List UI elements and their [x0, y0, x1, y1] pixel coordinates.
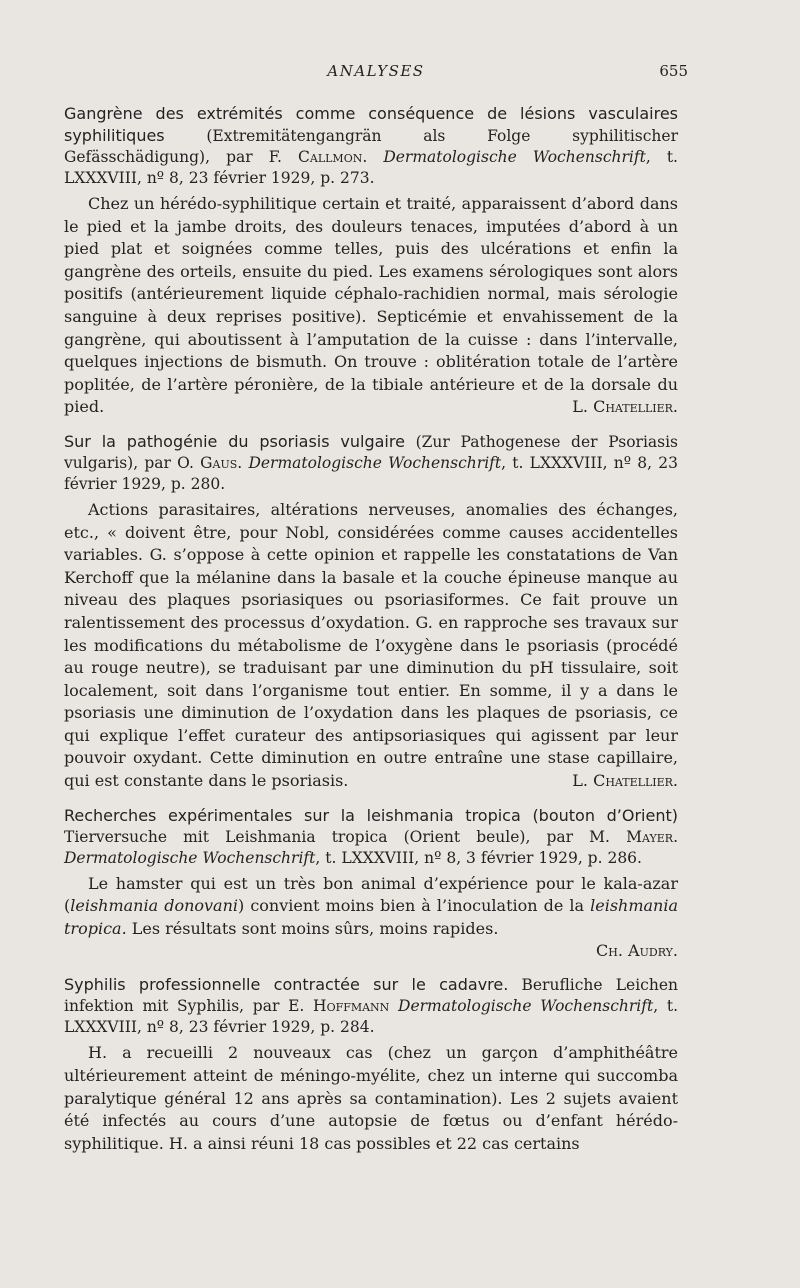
article-title: Recherches expérimentales sur la leishmania tropica (bouton d’Orient) — [64, 805, 678, 825]
article-citation: Sur la pathogénie du psoriasis vulgaire (Zur Pathogenese der Psoriasis vulgaris), par O. Gaus. Dermatologische Wochenschrift, t. LXXXVIII, nº 8, 23 février 1929, p. 280. — [64, 431, 679, 493]
article-citation — [64, 974, 678, 1038]
article-body — [64, 873, 678, 941]
body-text: Le hamster qui est un très bon animal d’expérience pour le kala-azar ( — [64, 873, 678, 916]
citation-tail: , t. LXXXVIII, nº 8, 3 février 1929, p. 286. — [315, 848, 642, 867]
citation-journal: Dermatologische Wochenschrift — [383, 148, 646, 166]
article-title: Sur la pathogénie du psoriasis vulgaire — [64, 431, 405, 451]
citation-author: Gaus — [200, 453, 238, 472]
article-title: Gangrène des extrémités comme conséquence de lésions vasculaires syphilitiques — [64, 104, 678, 145]
citation-author: Hoffmann — [313, 997, 390, 1016]
citation-author: Callmon — [298, 148, 363, 166]
body-text: ) convient moins bien à l’inoculation de la — [238, 896, 591, 916]
body-italic: leishmania donovani — [70, 896, 239, 916]
citation-text: Tierversuche mit Leishmania tropica (Orient beule), par M. — [64, 827, 627, 846]
body-text: H. a recueilli 2 nouveaux cas (chez un garçon d’amphithéâtre ultérieurement atteint de méningo-myélite, chez un interne qui succomba paralytique général 12 ans après sa contamination). Les 2 sujets avaient été infectés au cours d’une autopsie de fœtus ou d’enfant hérédo-syphilitique. H. a ainsi réuni 18 cas possibles et 22 cas certains — [64, 1043, 678, 1153]
citation-journal: Dermatologische Wochenschrift — [248, 453, 502, 472]
citation-author: Mayer — [626, 827, 674, 846]
citation-journal: Dermatologische Wochenschrift — [64, 848, 316, 867]
citation-text: (Zur Pathogenese der Psoriasis vulgaris), par O. — [64, 432, 679, 472]
article-citation: Recherches expérimentales sur la leishmania tropica (bouton d’Orient) Tierversuche mit Leishmania tropica (Orient beule), par M. Mayer. Dermatologische Wochenschrift, t. LXXXVIII, nº 8, 3 février 1929, p. 286. — [64, 805, 678, 867]
article-title: Syphilis professionnelle contractée sur le cadavre. — [64, 975, 509, 995]
article-signature: L. Chatellier. — [572, 397, 678, 417]
citation-journal: Dermatologische Wochenschrift — [398, 997, 654, 1016]
body-text: Actions parasitaires, altérations nerveuses, anomalies des échanges, etc., « doivent être, pour Nobl, considérées comme causes accidentelles variables. G. s’oppose à cette opinion et rappelle les constatations de Van Kerchoff que la mélanine dans la basale et la couche épineuse manque au niveau des plaques psoriasiques ou psoriasiformes. Ce fait prouve un ralentissement des processus d’oxydation. G. en rapproche ses travaux sur les modifications du métabolisme de l’oxygène dans le psoriasis (procédé au rouge neutre), se traduisant par une diminution du pH tissulaire, soit localement, soit dans l’organisme tout entier. En somme, il y a dans le psoriasis une diminution de l’oxydation dans les plaques de psoriasis, ce qui explique l’effet curateur des antipsoriasiques qui agissent par leur pouvoir oxydant. Cette diminution en outre entraîne une stase capillaire, qui est constante dans le psoriasis. — [64, 499, 678, 791]
article-psoriasis — [64, 431, 678, 793]
citation-tail: , t. LXXXVIII, nº 8, 23 février 1929, p. 284. — [64, 997, 678, 1037]
citation-tail: , t. LXXXVIII, nº 8, 23 février 1929, p. 280. — [64, 453, 679, 493]
article-leishmania — [64, 805, 678, 963]
article-signature: Ch. Audry. — [596, 941, 678, 961]
page-content — [64, 103, 678, 1167]
article-gangrene — [64, 103, 678, 419]
citation-text: (Extremitätengangrän als Folge syphilitischer Gefässchädigung), par F. — [64, 127, 678, 166]
body-text: Chez un hérédo-syphilitique certain et traité, apparaissent d’abord dans le pied et la jambe droits, des douleurs tenaces, imputées d’abord à un pied plat et soignées comme telles, puis des ulcérations et enfin la gangrène des orteils, ensuite du pied. Les examens sérologiques sont alors positifs (antérieurement liquide céphalo-rachidien normal, mais sérologie sanguine à deux reprises positive). Septicémie et envahissement de la gangrène, qui aboutissent à l’amputation de la cuisse : dans l’intervalle, quelques injections de bismuth. On trouve : oblitération totale de l’artère poplitée, de l’artère péronière, de la tibiale antérieure et de la dorsale du pied. — [64, 194, 678, 417]
running-title: ANALYSES — [327, 62, 425, 80]
article-citation: Gangrène des extrémités comme conséquence de lésions vasculaires syphilitiques (Extremitätengangrän als Folge syphilitischer Gefässchädigung), par F. Callmon. Dermatologische Wochenschrift, t. LXXXVIII, nº 8, 23 février 1929, p. 273. — [64, 104, 678, 187]
body-text: . Les résultats sont moins sûrs, moins rapides. — [121, 918, 499, 938]
citation-text: Berufliche Leichen infektion mit Syphilis, par E. — [64, 976, 678, 1016]
article-body — [64, 499, 678, 793]
body-italic: leishmania tropica — [64, 896, 678, 938]
article-syphilis-cadavre — [64, 974, 678, 1155]
citation-tail: , t. LXXXVIII, nº 8, 23 février 1929, p. 273. — [64, 148, 678, 187]
article-signature: L. Chatellier. — [572, 771, 678, 791]
article-body — [64, 1042, 678, 1155]
page-number: 655 — [659, 62, 688, 80]
running-header — [64, 62, 688, 86]
article-body — [64, 193, 678, 419]
